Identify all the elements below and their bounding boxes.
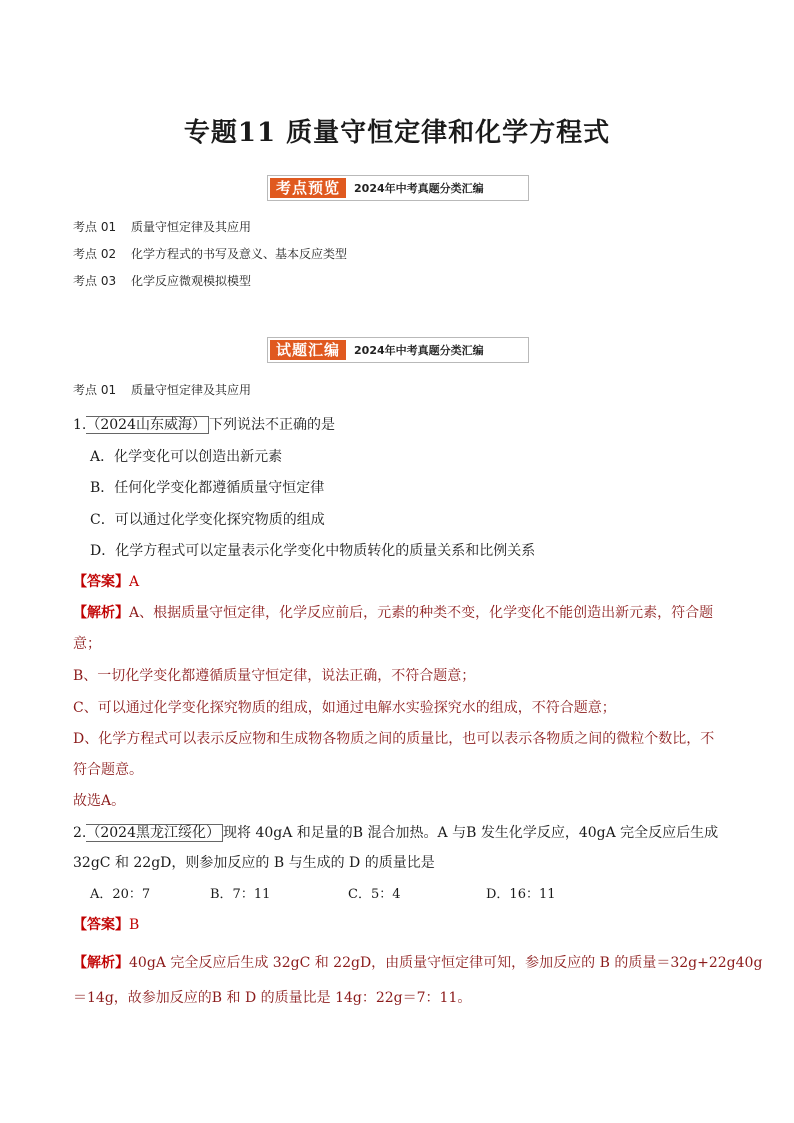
question-2-option-d: D．16：11 (486, 887, 556, 902)
question-1-option-a: A．化学变化可以创造出新元素 (90, 449, 283, 465)
question-1-option-c: C．可以通过化学变化探究物质的组成 (90, 512, 325, 528)
kaodian-text: 化学方程式的书写及意义、基本反应类型 (131, 247, 348, 261)
question-1-analysis-line: B、一切化学变化都遵循质量守恒定律，说法正确，不符合题意； (73, 668, 476, 684)
banner-subtitle: 2024年中考真题分类汇编 (354, 182, 484, 195)
question-1-option-d: D．化学方程式可以定量表示化学变化中物质转化的质量关系和比例关系 (90, 543, 536, 559)
question-1-analysis-line: 符合题意。 (73, 762, 143, 778)
question-1-analysis-line: C、可以通过化学变化探究物质的组成，如通过电解水实验探究水的组成，不符合题意； (73, 700, 616, 716)
answer-label: 【答案】 (73, 917, 129, 933)
question-2-stem-line2: 32gC 和 22gD，则参加反应的 B 与生成的 D 的质量比是 (73, 855, 435, 871)
question-1-analysis-line: D、化学方程式可以表示反应物和生成物各物质之间的质量比，也可以表示各物质之间的微粒个数比，不 (73, 731, 715, 747)
question-2-analysis-line: ＝14g，故参加反应的B 和 D 的质量比是 14g：22g＝7：11。 (73, 990, 472, 1006)
kaodian-item (73, 272, 251, 289)
page-title: 专题11 质量守恒定律和化学方程式 (183, 118, 611, 148)
kaodian-num: 考点 02 (73, 247, 117, 261)
question-1-analysis-line: 意； (73, 636, 101, 652)
question-2-options (90, 883, 556, 902)
question-2-analysis-line (73, 952, 762, 972)
section-heading (73, 381, 251, 398)
question-1-analysis-line (73, 602, 713, 622)
question-1-analysis-line: 故选A。 (73, 793, 126, 809)
analysis-text: 40gA 完全反应后生成 32gC 和 22gD，由质量守恒定律可知，参加反应的 B 的质量＝32g+22g40g (129, 955, 763, 971)
question-source: （2024黑龙江绥化） (86, 824, 223, 842)
analysis-label: 【解析】 (73, 955, 129, 971)
question-number: 1. (73, 417, 87, 433)
question-1-option-b: B．任何化学变化都遵循质量守恒定律 (90, 480, 325, 496)
question-1-stem (73, 414, 335, 434)
kaodian-text: 质量守恒定律及其应用 (131, 220, 252, 234)
question-source: （2024山东威海） (86, 416, 209, 434)
question-text: 下列说法不正确的是 (209, 417, 335, 433)
section-text: 质量守恒定律及其应用 (131, 383, 252, 397)
preview-banner (267, 175, 529, 201)
section-num: 考点 01 (73, 383, 117, 397)
kaodian-num: 考点 03 (73, 274, 117, 288)
exam-banner (267, 337, 529, 363)
question-1-answer (73, 571, 139, 591)
question-number: 2. (73, 825, 87, 841)
answer-value: A (129, 574, 140, 590)
banner-tag: 考点预览 (270, 178, 346, 198)
question-2-option-a: A．20：7 (90, 887, 151, 902)
answer-value: B (129, 917, 140, 933)
kaodian-item (73, 245, 347, 262)
question-text: 现将 40gA 和足量的B 混合加热。A 与B 发生化学反应，40gA 完全反应后生成 (223, 825, 719, 841)
analysis-label: 【解析】 (73, 605, 129, 621)
analysis-text: A、根据质量守恒定律，化学反应前后，元素的种类不变，化学变化不能创造出新元素，符合题 (129, 605, 714, 621)
question-2-option-c: C．5：4 (348, 887, 401, 902)
kaodian-text: 化学反应微观模拟模型 (131, 274, 252, 288)
banner-subtitle: 2024年中考真题分类汇编 (354, 344, 484, 357)
question-2-option-b: B．7：11 (210, 887, 271, 902)
answer-label: 【答案】 (73, 574, 129, 590)
kaodian-item (73, 218, 251, 235)
banner-tag: 试题汇编 (270, 340, 346, 360)
kaodian-num: 考点 01 (73, 220, 117, 234)
question-2-answer (73, 914, 139, 934)
question-2-stem (73, 822, 718, 842)
